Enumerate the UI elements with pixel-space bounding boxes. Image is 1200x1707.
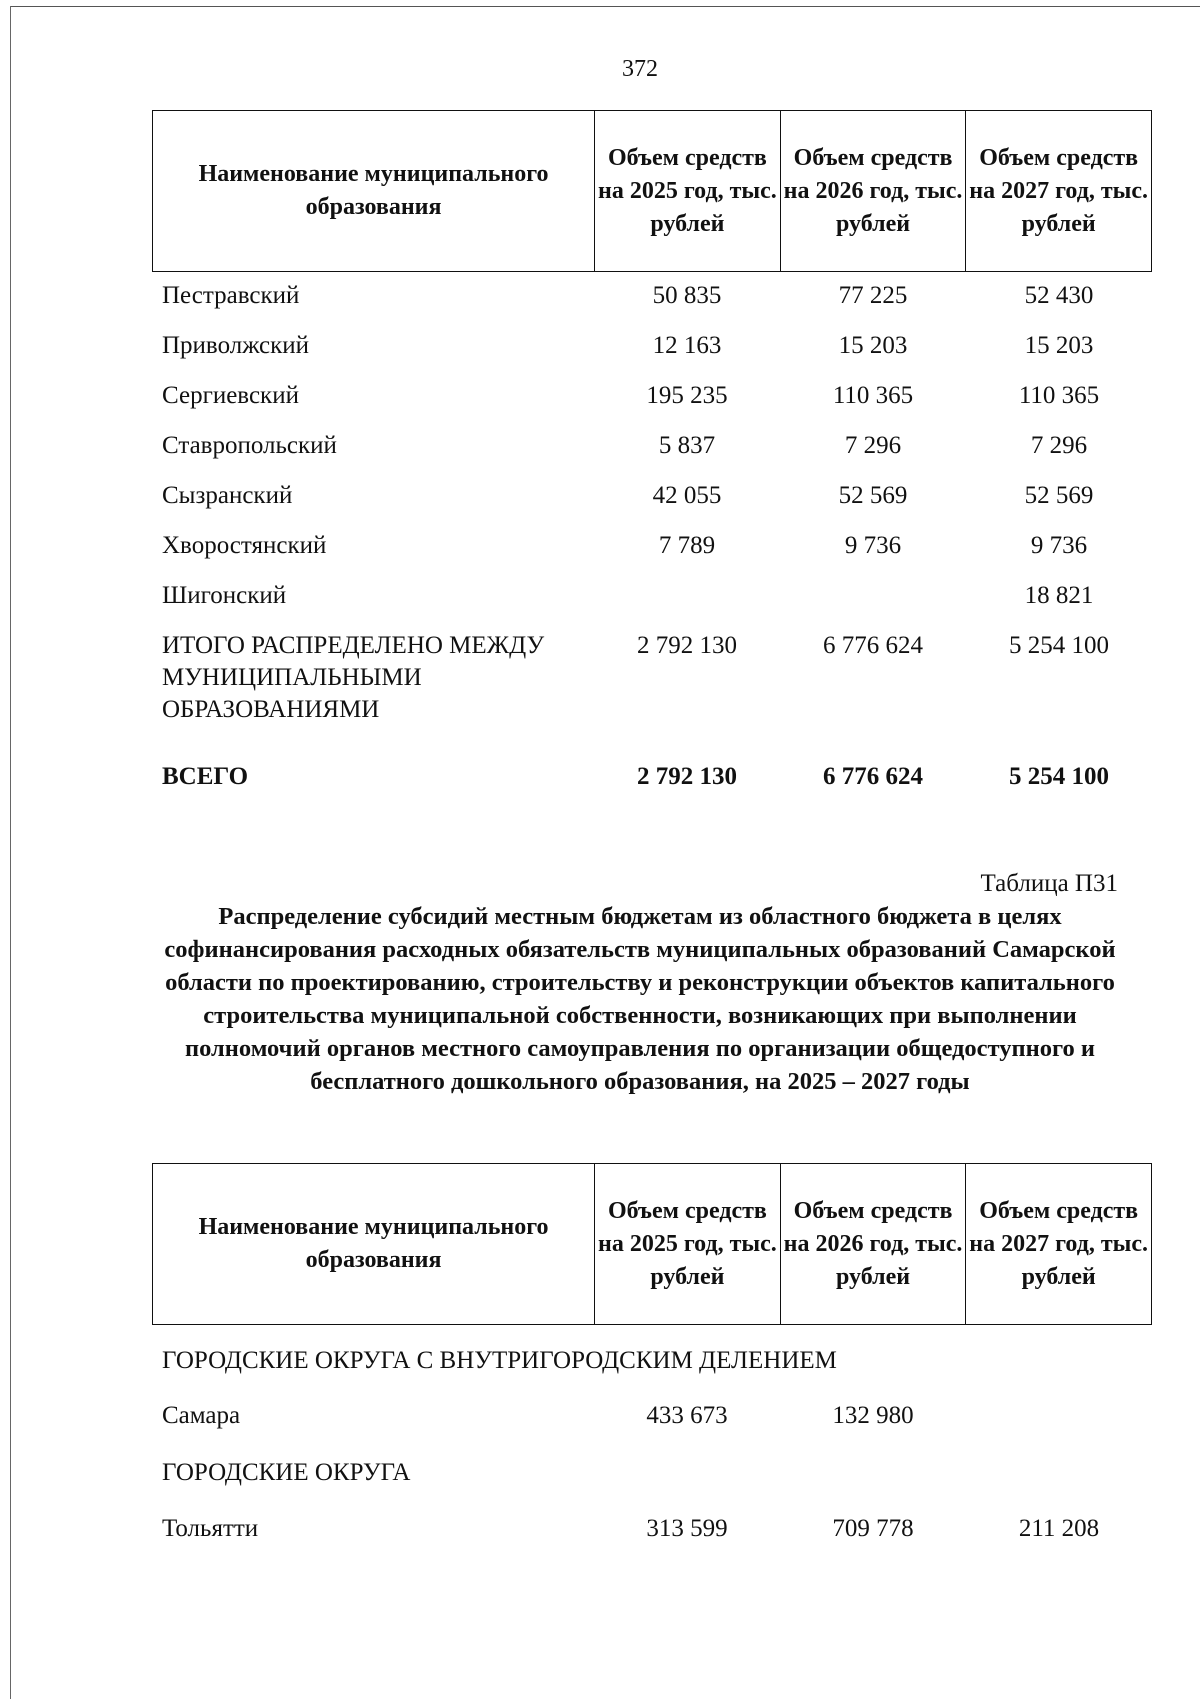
table2-header-2026: Объем средств на 2026 год, тыс. рублей: [780, 1164, 966, 1324]
row-value-2025: 313 599: [646, 1515, 728, 1542]
row-value-2027: 15 203: [1024, 332, 1094, 359]
row-value-2025: 12 163: [652, 332, 722, 359]
row-value-2027: 9 736: [1030, 532, 1088, 559]
row-name: Сызранский: [162, 482, 293, 509]
row-value-2027: 110 365: [1018, 382, 1100, 409]
page-scan-top-edge: [10, 6, 1200, 7]
row-value-2027: 52 569: [1024, 482, 1094, 509]
section-heading: ГОРОДСКИЕ ОКРУГА: [162, 1459, 411, 1486]
row-value-2025: 50 835: [652, 282, 722, 309]
table1-header-2026: Объем средств на 2026 год, тыс. рублей: [780, 111, 966, 271]
row-value-2026: 110 365: [832, 382, 914, 409]
row-value-2027: 52 430: [1024, 282, 1094, 309]
row-value-2025: 195 235: [646, 382, 728, 409]
row-value-2025: 2 792 130: [637, 632, 737, 659]
row-value-2026: 709 778: [832, 1515, 914, 1542]
row-value-2025: 433 673: [646, 1402, 728, 1429]
row-name: ВСЕГО: [162, 763, 249, 790]
row-value-2026: 9 736: [844, 532, 902, 559]
row-value-2026: 6 776 624: [823, 632, 923, 659]
row-value-2025: 5 837: [658, 432, 716, 459]
section-heading: ГОРОДСКИЕ ОКРУГА С ВНУТРИГОРОДСКИМ ДЕЛЕНИЕМ: [162, 1347, 837, 1374]
row-name: Хворостянский: [162, 532, 327, 559]
row-value-2027: 5 254 100: [1009, 763, 1109, 790]
row-value-2026: 7 296: [844, 432, 902, 459]
row-value-2025: 42 055: [652, 482, 722, 509]
page-number: 372: [622, 56, 658, 82]
table2-header-name: Наименование муниципального образования: [198, 1214, 549, 1273]
row-name: Шигонский: [162, 582, 287, 609]
table1-header-2027: Объем средств на 2027 год, тыс. рублей: [965, 111, 1151, 271]
table2-header: [152, 1163, 1152, 1325]
page-scan-left-edge: [10, 6, 11, 1699]
row-value-2027: 7 296: [1030, 432, 1088, 459]
row-name: Самара: [162, 1402, 241, 1429]
table2-header-2027: Объем средств на 2027 год, тыс. рублей: [965, 1164, 1151, 1324]
row-name: Приволжский: [162, 332, 310, 359]
table-caption: Распределение субсидий местным бюджетам из областного бюджета в целях софинансирования расходных обязательств муниципальных образований Самарской области по проектированию, строительству и реконструкции объектов капитального строительства муниципальной собственности, возникающих при выполнении полномочий органов местного самоуправления по организации общедоступного и бесплатного дошкольного образования, на 2025 – 2027 годы: [164, 903, 1116, 1095]
row-value-2027: 18 821: [1024, 582, 1094, 609]
row-value-2025: 7 789: [658, 532, 716, 559]
row-value-2026: 52 569: [838, 482, 908, 509]
row-value-2026: 6 776 624: [823, 763, 923, 790]
row-value-2027: 211 208: [1018, 1515, 1100, 1542]
row-value-2026: 132 980: [832, 1402, 914, 1429]
row-value-2027: 5 254 100: [1009, 632, 1109, 659]
row-value-2025: 2 792 130: [637, 763, 737, 790]
row-value-2026: 77 225: [838, 282, 908, 309]
table-label: Таблица П31: [980, 870, 1118, 897]
table1-header-2025: Объем средств на 2025 год, тыс. рублей: [594, 111, 780, 271]
table2-header-2025: Объем средств на 2025 год, тыс. рублей: [594, 1164, 780, 1324]
row-name: Ставропольский: [162, 432, 337, 459]
table1-header-name: Наименование муниципального образования: [198, 161, 549, 220]
row-name: ИТОГО РАСПРЕДЕЛЕНО МЕЖДУ МУНИЦИПАЛЬНЫМИ ОБРАЗОВАНИЯМИ: [162, 632, 545, 723]
table1-header: [152, 110, 1152, 272]
row-name: Тольятти: [162, 1515, 259, 1542]
row-name: Сергиевский: [162, 382, 299, 409]
row-name: Пестравский: [162, 282, 300, 309]
row-value-2026: 15 203: [838, 332, 908, 359]
